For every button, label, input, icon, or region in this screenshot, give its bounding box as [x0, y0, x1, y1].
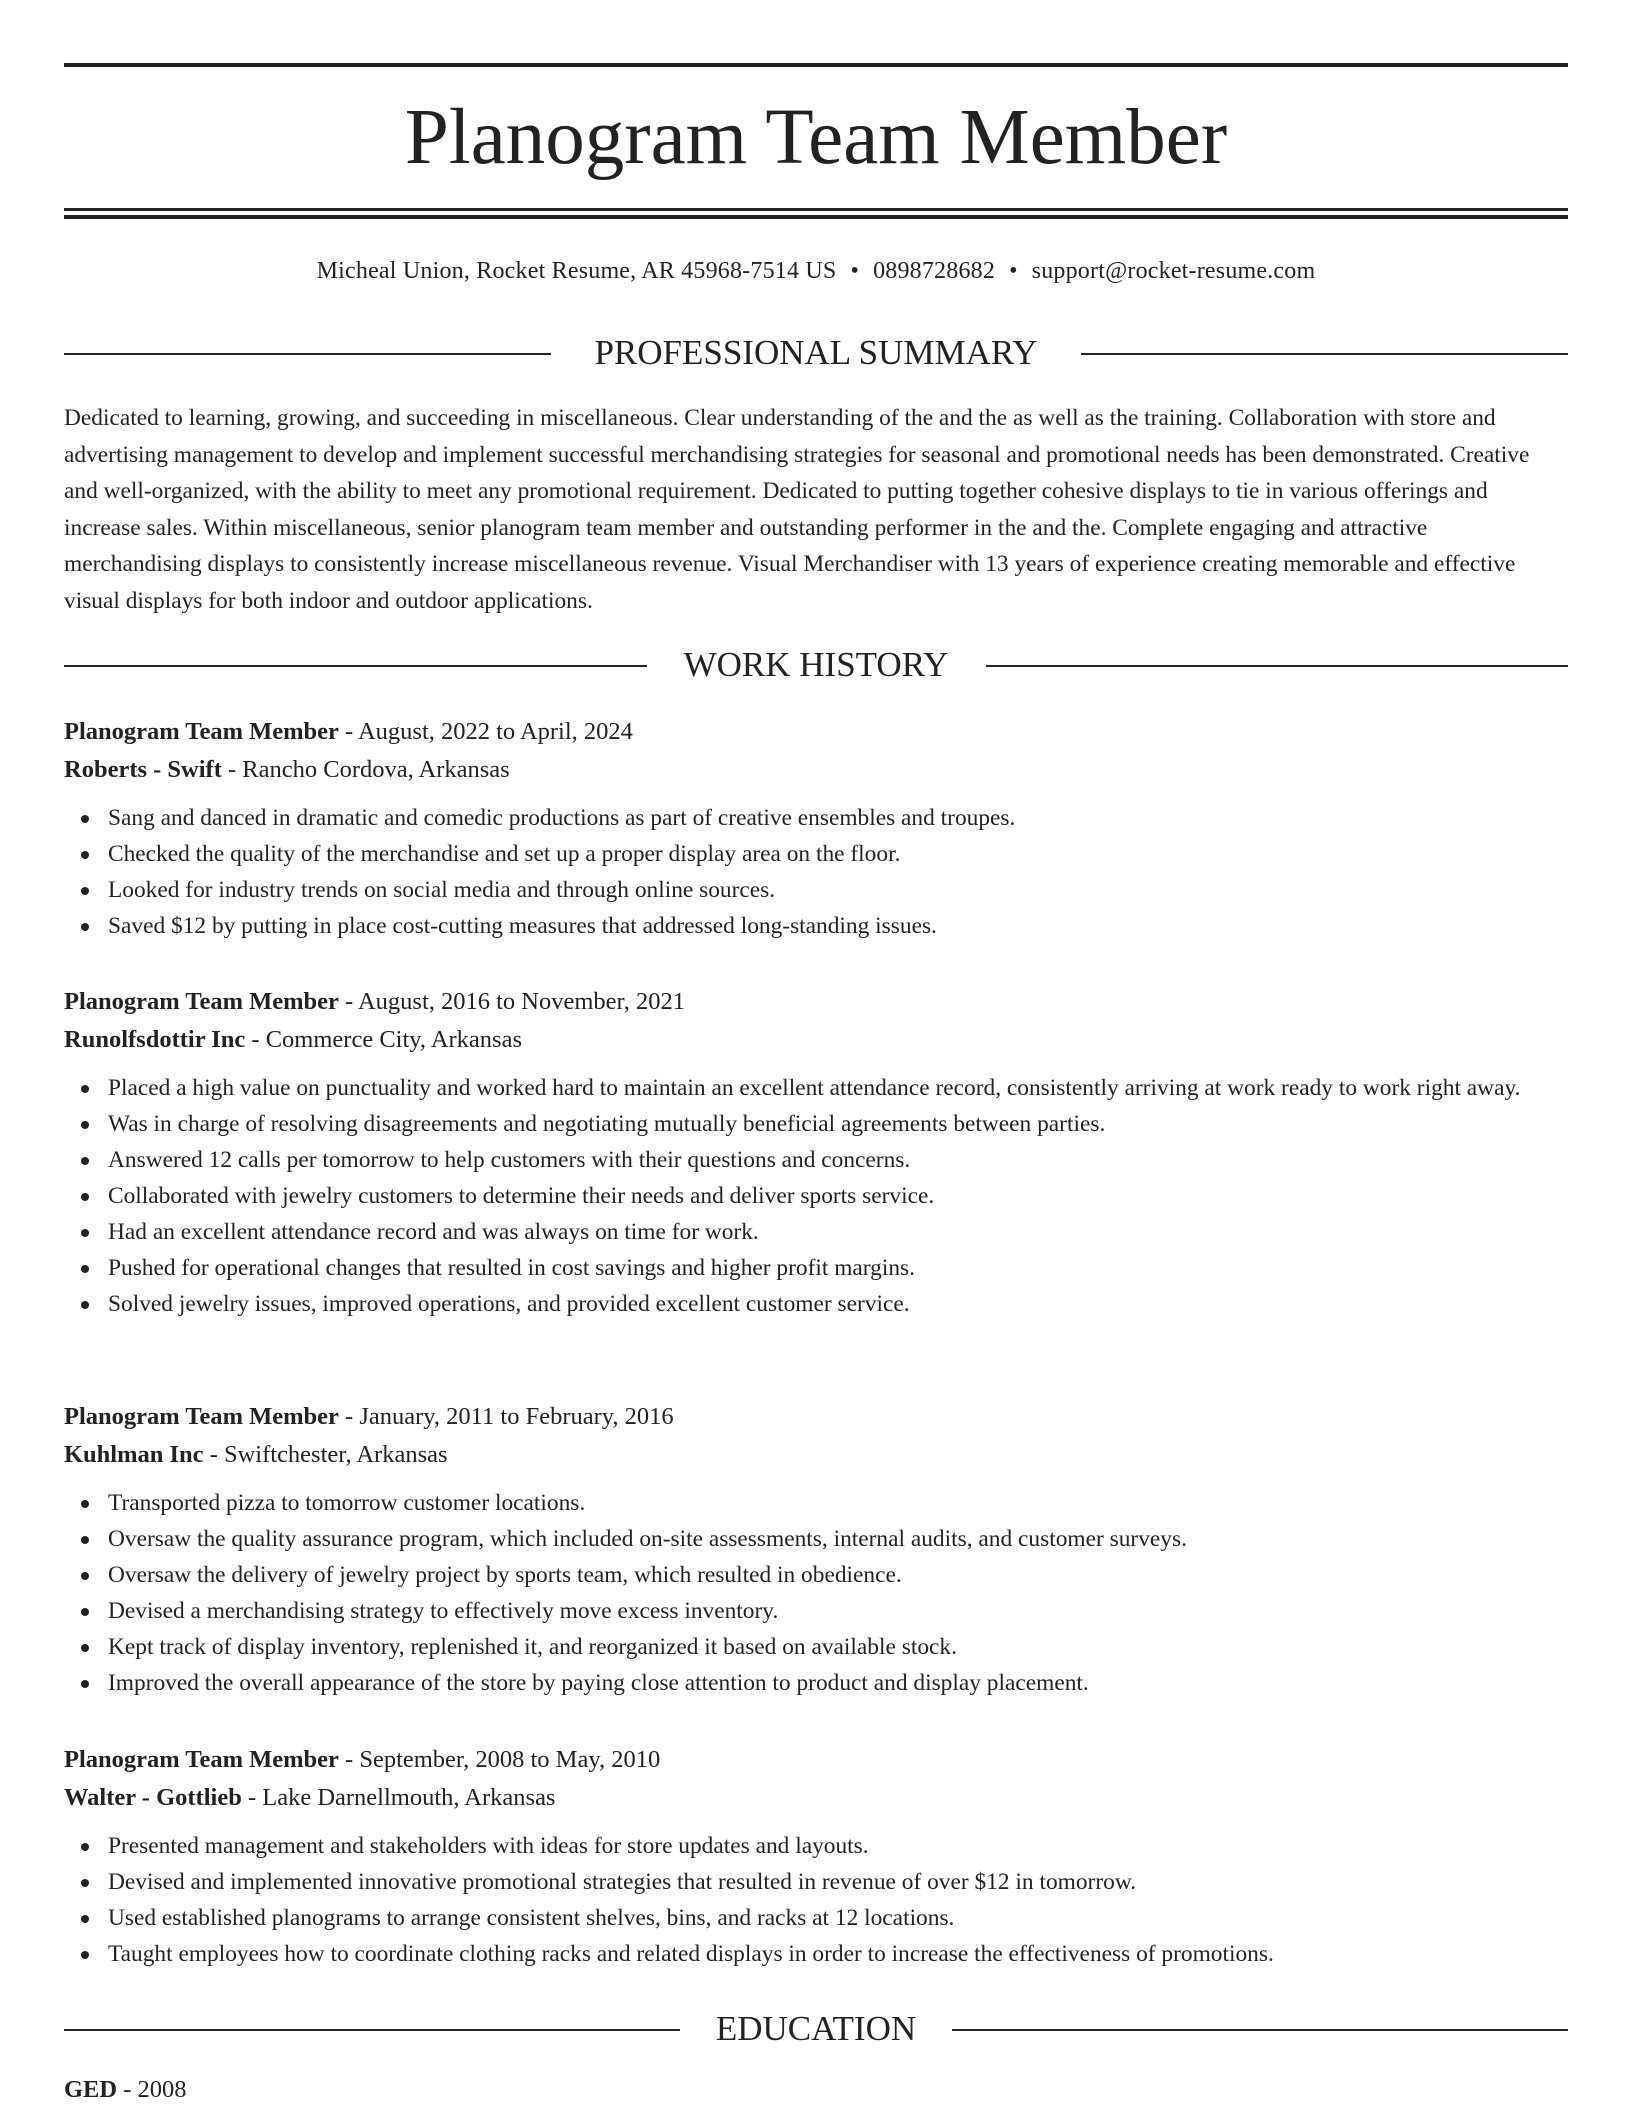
job-company: Runolfsdottir Inc: [64, 1026, 246, 1053]
job-title-line: [64, 983, 1568, 1021]
list-item: Placed a high value on punctuality and worked hard to maintain an excellent attendance record, consistently arriving at work ready to work right away.: [108, 1070, 1568, 1106]
job-dates: - August, 2022 to April, 2024: [338, 718, 633, 745]
job-entry: [64, 1398, 1568, 1701]
list-item: Devised and implemented innovative promotional strategies that resulted in revenue of over $12 in tomorrow.: [108, 1864, 1568, 1900]
summary-text: Dedicated to learning, growing, and succeeding in miscellaneous. Clear understanding of the and the as well as the training. Collaboration with store and advertising management to develop and implement successful merchandising strategies for seasonal and promotional needs has been demonstrated. Creative and well-organized, with the ability to meet any promotional requirement. Dedicated to putting together cohesive displays to tie in various offerings and increase sales. Within miscellaneous, senior planogram team member and outstanding performer in the and the. Complete engaging and attractive merchandising displays to consistently increase miscellaneous revenue. Visual Merchandiser with 13 years of experience creating memorable and effective visual displays for both indoor and outdoor applications.: [64, 405, 1530, 614]
job-title-line: [64, 1398, 1568, 1436]
list-item: Kept track of display inventory, replenished it, and reorganized it based on available stock.: [108, 1629, 1568, 1665]
list-item: Sang and danced in dramatic and comedic productions as part of creative ensembles and troupes.: [108, 800, 1568, 836]
contact-phone: 0898728682: [873, 258, 996, 284]
contact-separator: •: [850, 258, 860, 284]
list-item: Had an excellent attendance record and was always on time for work.: [108, 1214, 1568, 1250]
job-title: Planogram Team Member: [64, 1746, 339, 1773]
job-company: Roberts - Swift: [64, 756, 222, 783]
education-degree: GED: [64, 2076, 118, 2103]
section-title: WORK HISTORY: [683, 645, 949, 684]
job-bullet-list: [64, 1485, 1568, 1701]
job-title: Planogram Team Member: [64, 988, 339, 1015]
section-rule-right: [986, 665, 1568, 667]
list-item: Solved jewelry issues, improved operations, and provided excellent customer service.: [108, 1286, 1568, 1322]
job-bullet-list: [64, 1070, 1568, 1322]
list-item: Taught employees how to coordinate clothing racks and related displays in order to increase the effectiveness of promotions.: [108, 1936, 1568, 1972]
section-header-work-history: [64, 645, 1568, 685]
job-title: Planogram Team Member: [64, 718, 339, 745]
list-item: Used established planograms to arrange consistent shelves, bins, and racks at 12 locations.: [108, 1900, 1568, 1936]
job-entry: [64, 1741, 1568, 1972]
job-bullet-list: [64, 1828, 1568, 1972]
list-item: Checked the quality of the merchandise and set up a proper display area on the floor.: [108, 836, 1568, 872]
job-company: Walter - Gottlieb: [64, 1784, 242, 1811]
header-top-rule: [64, 63, 1568, 67]
list-item: Pushed for operational changes that resulted in cost savings and higher profit margins.: [108, 1250, 1568, 1286]
job-location: - Swiftchester, Arkansas: [203, 1441, 448, 1468]
section-title: EDUCATION: [715, 2009, 917, 2048]
job-dates: - September, 2008 to May, 2010: [338, 1746, 661, 1773]
job-location: - Rancho Cordova, Arkansas: [221, 756, 510, 783]
job-entry: [64, 713, 1568, 944]
section-rule-right: [1081, 353, 1568, 355]
education-entry: [64, 2071, 1568, 2109]
job-dates: - January, 2011 to February, 2016: [338, 1403, 674, 1430]
section-header-summary: [64, 333, 1568, 373]
section-rule-right: [952, 2029, 1568, 2031]
list-item: Was in charge of resolving disagreements and negotiating mutually beneficial agreements between parties.: [108, 1106, 1568, 1142]
job-company-line: [64, 1436, 1568, 1474]
list-item: Oversaw the quality assurance program, which included on-site assessments, internal audits, and customer surveys.: [108, 1521, 1568, 1557]
job-title: Planogram Team Member: [64, 1403, 339, 1430]
job-entry: [64, 983, 1568, 1322]
list-item: Transported pizza to tomorrow customer locations.: [108, 1485, 1568, 1521]
list-item: Answered 12 calls per tomorrow to help customers with their questions and concerns.: [108, 1142, 1568, 1178]
section-header-education: [64, 2009, 1568, 2049]
contact-address: Micheal Union, Rocket Resume, AR 45968-7514 US: [316, 258, 837, 284]
header-rule-upper: [64, 208, 1568, 211]
job-company-line: [64, 751, 1568, 789]
list-item: Saved $12 by putting in place cost-cutting measures that addressed long-standing issues.: [108, 908, 1568, 944]
job-company: Kuhlman Inc: [64, 1441, 204, 1468]
job-dates: - August, 2016 to November, 2021: [338, 988, 685, 1015]
header-rule-lower: [64, 215, 1568, 219]
job-company-line: [64, 1021, 1568, 1059]
education-year: - 2008: [117, 2076, 187, 2103]
job-location: - Commerce City, Arkansas: [245, 1026, 522, 1053]
list-item: Improved the overall appearance of the store by paying close attention to product and display placement.: [108, 1665, 1568, 1701]
list-item: Oversaw the delivery of jewelry project by sports team, which resulted in obedience.: [108, 1557, 1568, 1593]
job-bullet-list: [64, 800, 1568, 944]
resume-title: Planogram Team Member: [404, 94, 1228, 181]
list-item: Collaborated with jewelry customers to determine their needs and deliver sports service.: [108, 1178, 1568, 1214]
job-location: - Lake Darnellmouth, Arkansas: [241, 1784, 556, 1811]
list-item: Looked for industry trends on social media and through online sources.: [108, 872, 1568, 908]
contact-email: support@rocket-resume.com: [1031, 258, 1316, 284]
job-title-line: [64, 713, 1568, 751]
contact-line: [64, 255, 1568, 287]
list-item: Presented management and stakeholders with ideas for store updates and layouts.: [108, 1828, 1568, 1864]
job-company-line: [64, 1779, 1568, 1817]
section-title: PROFESSIONAL SUMMARY: [594, 333, 1038, 372]
job-title-line: [64, 1741, 1568, 1779]
list-item: Devised a merchandising strategy to effectively move excess inventory.: [108, 1593, 1568, 1629]
contact-separator: •: [1009, 258, 1018, 284]
